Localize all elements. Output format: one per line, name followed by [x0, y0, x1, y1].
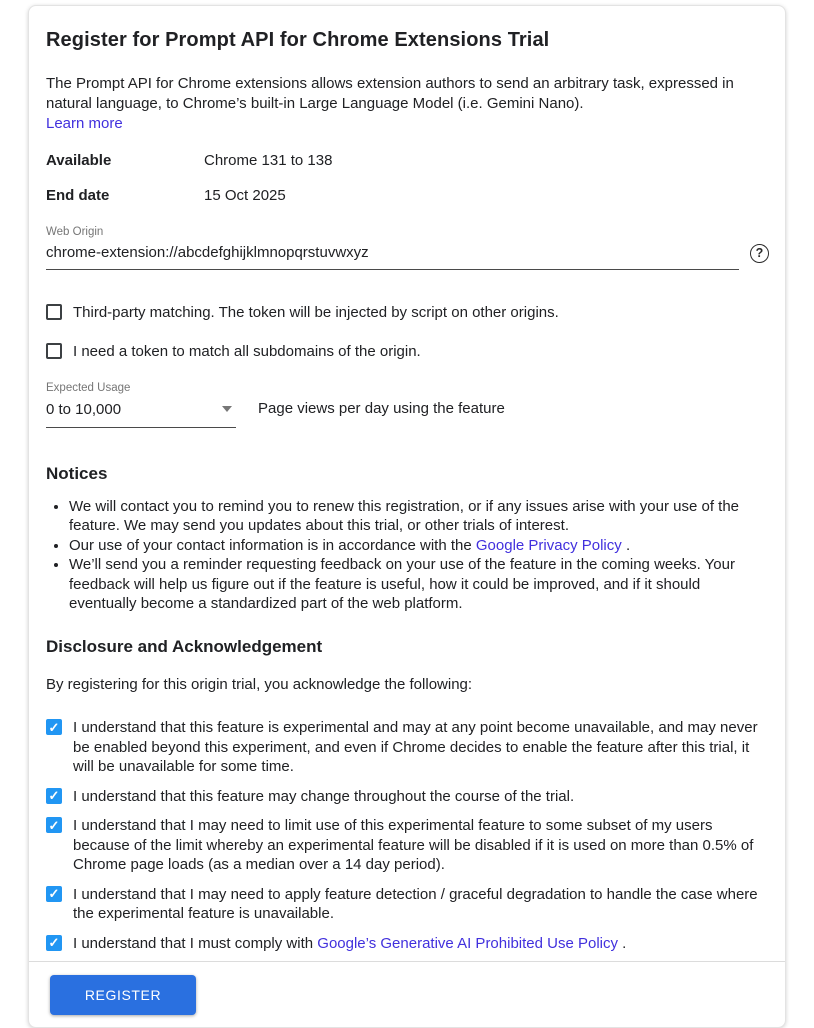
option-label: Third-party matching. The token will be injected by script on other origins.	[73, 303, 559, 321]
detail-label: End date	[46, 186, 110, 204]
notices-heading: Notices	[46, 463, 108, 483]
generative-ai-prohibited-use-policy-link[interactable]: Google’s Generative AI Prohibited Use Policy	[317, 934, 618, 952]
detail-row	[46, 152, 769, 170]
checkbox-checked[interactable]	[46, 817, 62, 833]
checkbox-checked[interactable]	[46, 886, 62, 902]
expected-usage-row	[46, 382, 769, 428]
notice-item: • Our use of your contact information is in accordance with the Google Privacy Policy .	[69, 536, 769, 556]
detail-value: Chrome 131 to 138	[204, 151, 333, 169]
subdomain-matching-checkbox[interactable]	[46, 342, 769, 362]
disclosure-heading: Disclosure and Acknowledgement	[46, 636, 323, 656]
expected-usage-block	[46, 382, 236, 428]
help-icon[interactable]	[750, 244, 769, 263]
web-origin-field	[46, 226, 769, 270]
checkbox-checked[interactable]	[46, 719, 62, 735]
acknowledgement-label: I understand that I may need to limit use of this experimental feature to some subset of my users because of the limit whereby an experimental feature will be disabled if it is used on more than 0.5% of Chrome page loads (as a median over a 14 day period).	[73, 817, 754, 873]
web-origin-input[interactable]	[46, 239, 739, 270]
acknowledgement-label: I understand that this feature may change throughout the course of the trial.	[73, 787, 575, 805]
trial-description: The Prompt API for Chrome extensions allows extension authors to send an arbitrary task, expressed in natural language, to Chrome’s built-in Large Language Model (i.e. Gemini Nano).	[46, 75, 734, 112]
acknowledgement-item[interactable]	[46, 885, 769, 924]
footer	[45, 962, 769, 1027]
notice-item: • We will contact you to remind you to renew this registration, or if any issues arise with your use of the feature. We may send you updates about this trial, or other trials of interest.	[69, 497, 769, 536]
web-origin-input-row	[46, 239, 769, 270]
notices-list	[45, 497, 769, 614]
detail-label: Available	[46, 151, 112, 169]
detail-row	[46, 187, 769, 205]
acknowledgement-label: I understand that I must comply with Google’s Generative AI Prohibited Use Policy .	[73, 934, 627, 952]
google-privacy-policy-link[interactable]: Google Privacy Policy	[475, 536, 622, 554]
acknowledgement-list	[46, 718, 769, 953]
acknowledgement-item[interactable]	[46, 934, 769, 954]
third-party-matching-checkbox[interactable]	[46, 303, 769, 323]
chevron-down-icon	[222, 406, 232, 412]
disclosure-intro: By registering for this origin trial, you acknowledge the following:	[46, 675, 473, 693]
register-button[interactable]: REGISTER	[50, 975, 196, 1015]
acknowledgement-label: I understand that this feature is experimental and may at any point become unavailable, and may never be enabled beyond this experiment, and even if Chrome decides to enable the feature after this trial, it will be unavailable for some time.	[73, 719, 758, 775]
checkbox-checked[interactable]	[46, 935, 62, 951]
acknowledgement-item[interactable]	[46, 718, 769, 777]
acknowledgement-item[interactable]	[46, 787, 769, 807]
expected-usage-value: 0 to 10,000	[46, 400, 122, 418]
notice-item: • We’ll send you a reminder requesting feedback on your use of the feature in the coming weeks. Your feedback will help us figure out if the feature is useful, how it could be improved, and if it should eventually become a standardized part of the web platform.	[69, 555, 769, 614]
option-checkboxes	[46, 303, 769, 362]
acknowledgement-item[interactable]	[46, 816, 769, 875]
acknowledgement-label: I understand that I may need to apply feature detection / graceful degradation to handle the case where the experimental feature is unavailable.	[73, 885, 758, 922]
detail-value: 15 Oct 2025	[204, 186, 286, 204]
expected-usage-label: Expected Usage	[46, 381, 131, 394]
checkbox-unchecked[interactable]	[46, 304, 62, 320]
option-label: I need a token to match all subdomains of the origin.	[73, 343, 421, 360]
page-title: Register for Prompt API for Chrome Extensions Trial	[46, 29, 550, 51]
trial-details	[46, 152, 769, 205]
learn-more-link[interactable]: Learn more	[46, 115, 123, 132]
checkbox-checked[interactable]	[46, 788, 62, 804]
expected-usage-select[interactable]	[46, 395, 236, 428]
expected-usage-hint: Page views per day using the feature	[258, 399, 505, 417]
checkbox-unchecked[interactable]	[46, 343, 62, 359]
registration-card	[28, 5, 786, 1028]
web-origin-label: Web Origin	[46, 225, 104, 238]
